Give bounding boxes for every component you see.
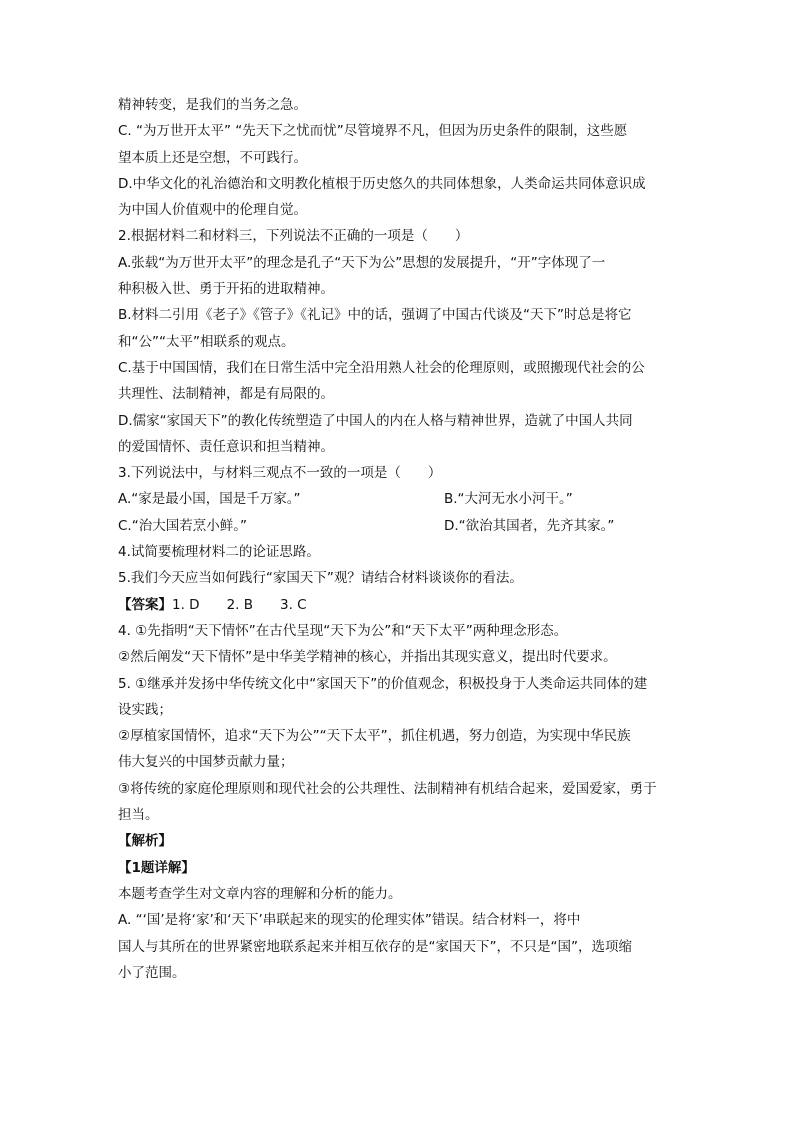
analysis-heading: 【解析】 [118, 833, 172, 850]
answer-label: 【答案】 [118, 596, 172, 613]
answer-5-line: ②厚植家国情怀，追求“天下为公”“天下太平”，抓住机遇，努力创造，为实现中华民族 [118, 728, 631, 745]
text-line: 精神转变，是我们的当务之急。 [118, 97, 307, 113]
text-line: 和“公”“太平”相联系的观点。 [118, 333, 295, 350]
answer-5-line: 伟大复兴的中国梦贡献力量； [118, 754, 294, 771]
analysis-line: 小了范围。 [118, 964, 186, 981]
answer-4-line: 4. ①先指明“天下情怀”在古代呈现“天下为公”和“天下太平”两种理念形态。 [118, 622, 568, 639]
answer-4-line: ②然后阐发“天下情怀”是中华美学精神的核心，并指出其现实意义，提出时代要求。 [118, 649, 617, 666]
answer-text: 1. D 2. B 3. C [172, 596, 307, 613]
document-page [118, 92, 678, 986]
q3-options-row [118, 513, 678, 539]
analysis-line: 本题考查学生对文章内容的理解和分析的能力。 [118, 885, 402, 902]
answer-5-line: ③将传统的家庭伦理原则和现代社会的公共理性、法制精神有机结合起来，爱国爱家，勇于 [118, 780, 657, 797]
option-c-line: C. “为万世开太平” “先天下之忧而忧”尽管境界不凡，但因为历史条件的限制，这些愿 [118, 123, 628, 140]
text-line: 的爱国情怀、责任意识和担当精神。 [118, 438, 334, 455]
analysis-line: A. “‘国’是将‘家’和‘天下’串联起来的现实的伦理实体”错误。结合材料一，将中 [118, 912, 581, 929]
option-d-line: D.儒家“家国天下”的教化传统塑造了中国人的内在人格与精神世界，造就了中国人共同 [118, 412, 633, 429]
question-3: 3.下列说法中，与材料三观点不一致的一项是（ ） [118, 465, 442, 482]
option-d-line: D.中华文化的礼治德治和文明教化植根于历史悠久的共同体想象，人类命运共同体意识成 [118, 175, 646, 192]
answer-line [118, 592, 678, 618]
text-line: 共理性、法制精神，都是有局限的。 [118, 386, 334, 403]
option-b-line: B.材料二引用《老子》《管子》《礼记》中的话，强调了中国古代谈及“天下”时总是将它 [118, 307, 632, 324]
q3-option-d: D.“欲治其国者，先齐其家。” [444, 517, 615, 534]
answer-5-line: 担当。 [118, 807, 159, 824]
option-c-line: C.基于中国国情，我们在日常生活中完全沿用熟人社会的伦理原则，或照搬现代社会的公 [118, 359, 645, 376]
option-a-line: A.张载“为万世开太平”的理念是孔子“天下为公”思想的发展提升，“开”字体现了一 [118, 254, 606, 271]
question-4: 4.试简要梳理材料二的论证思路。 [118, 544, 320, 561]
q3-options-row [118, 486, 678, 512]
q3-option-c: C.“治大国若烹小鲜。” [118, 517, 247, 534]
q3-option-a: A.“家是最小国，国是千万家。” [118, 491, 301, 508]
answer-5-line: 设实践； [118, 701, 172, 718]
analysis-line: 国人与其所在的世界紧密地联系起来并相互依存的是“家国天下”，不只是“国”，选项缩 [118, 938, 632, 955]
text-line: 种积极入世、勇于开拓的进取精神。 [118, 281, 334, 298]
detail-heading: 【1题详解】 [118, 859, 195, 876]
text-line: 望本质上还是空想，不可践行。 [118, 149, 307, 166]
question-2: 2.根据材料二和材料三，下列说法不正确的一项是（ ） [118, 228, 469, 245]
text-line: 为中国人价值观中的伦理自觉。 [118, 202, 307, 219]
answer-5-line: 5. ①继承并发扬中华传统文化中“家国天下”的价值观念，积极投身于人类命运共同体的建 [118, 675, 648, 692]
question-5: 5.我们今天应当如何践行“家国天下”观？请结合材料谈谈你的看法。 [118, 570, 523, 587]
q3-option-b: B.“大河无水小河干。” [444, 491, 573, 508]
